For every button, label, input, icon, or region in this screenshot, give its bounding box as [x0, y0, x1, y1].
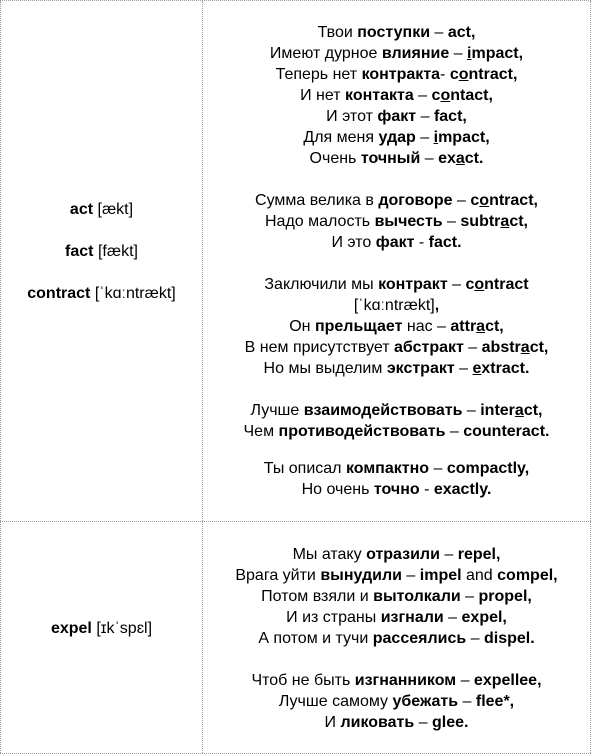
- poem-line: Но очень точно - exactly.: [301, 481, 492, 498]
- stanza: [203, 670, 590, 733]
- poem-line: Сумма велика в договоре – contract,: [255, 192, 538, 209]
- poem-line: Твои поступки – act,: [317, 24, 476, 41]
- poem-cell: [203, 522, 591, 753]
- term-expel: expel [ɪkˈspɛl]: [50, 620, 153, 637]
- poem-line: А потом и тучи рассеялись – dispel.: [258, 630, 535, 647]
- poem-line: Потом взяли и вытолкали – propel,: [261, 588, 532, 605]
- stanza: [203, 400, 590, 442]
- poem-line: Но мы выделим экстракт – extract.: [263, 360, 530, 377]
- stanza: [203, 544, 590, 649]
- table-row: [0, 1, 591, 522]
- poem-line: Он прельщает нас – attract,: [289, 318, 504, 335]
- poem-line: Врага уйти вынудили – impel and compel,: [235, 567, 558, 584]
- poem-line: Ты описал компактно – compactly,: [263, 460, 530, 477]
- poem-line: Мы атаку отразили – repel,: [292, 546, 501, 563]
- poem-line: И этот факт – fact,: [326, 108, 467, 125]
- term-cell: [0, 1, 203, 521]
- poem-line: И это факт - fact.: [331, 234, 462, 251]
- stanza: [203, 274, 590, 379]
- stanza: [203, 22, 590, 169]
- poem-line: Чтоб не быть изгнанником – expellee,: [251, 672, 542, 689]
- term-list: [1, 199, 202, 304]
- poem: [203, 22, 590, 500]
- term-contract: contract [ˈkɑːntrækt]: [27, 285, 176, 302]
- poem-line: Чем противодействовать – counteract.: [243, 423, 550, 440]
- poem-line: В нем присутствует абстракт – abstract,: [244, 339, 549, 356]
- poem: [203, 544, 590, 733]
- poem-line: Очень точный – exact.: [309, 150, 484, 167]
- poem-line: И нет контакта – contact,: [300, 87, 493, 104]
- poem-line: Для меня удар – impact,: [303, 129, 490, 146]
- poem-line: Лучше взаимодействовать – interact,: [250, 402, 543, 419]
- stanza: [203, 458, 590, 500]
- poem-line: Надо малость вычесть – subtract,: [265, 213, 528, 230]
- term-cell: [0, 522, 203, 753]
- stanza: [203, 190, 590, 253]
- poem-line: Заключили мы контракт – contract: [264, 276, 529, 293]
- term-fact: fact [fækt]: [65, 243, 138, 260]
- poem-line: Теперь нет контракта- contract,: [275, 66, 518, 83]
- poem-line: И из страны изгнали – expel,: [286, 609, 507, 626]
- poem-line: [ˈkɑːntrækt],: [353, 297, 440, 314]
- table-row: [0, 522, 591, 754]
- poem-line: И ликовать – glee.: [324, 714, 469, 731]
- poem-cell: [203, 1, 591, 521]
- poem-line: Имеют дурное влияние – impact,: [269, 45, 524, 62]
- term-act: act [ækt]: [69, 201, 134, 218]
- term-list: [1, 618, 202, 639]
- poem-line: Лучше самому убежать – flee*,: [278, 693, 515, 710]
